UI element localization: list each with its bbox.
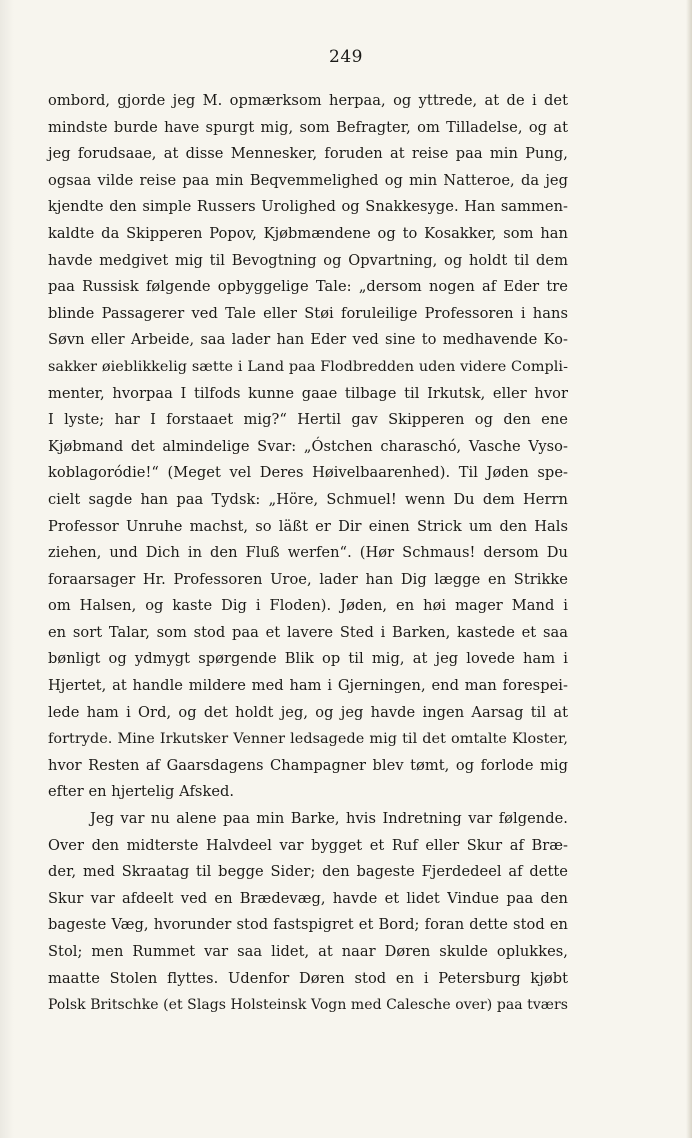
text-line: ziehen, und Dich in den Fluß werfen“. (Hør Schmaus! dersom Du xyxy=(48,544,568,562)
text-line: Professor Unruhe machst, so läßt er Dir einen Strick um den Hals xyxy=(48,517,568,535)
text-line: der, med Skraatag til begge Sider; den bageste Fjerdedeel af dette xyxy=(48,863,568,881)
text-line: Jeg var nu alene paa min Barke, hvis Indretning var følgende. xyxy=(90,810,568,828)
body-text xyxy=(48,88,568,1019)
text-line: Søvn eller Arbeide, saa lader han Eder ved sine to medhavende Ko- xyxy=(48,331,568,349)
text-line: sakker øieblikkelig sætte i Land paa Flodbredden uden videre Compli- xyxy=(48,358,568,375)
text-line: Polsk Britschke (et Slags Holsteinsk Vogn med Calesche over) paa tværs xyxy=(48,997,568,1014)
text-line: kaldte da Skipperen Popov, Kjøbmændene og to Kosakker, som han xyxy=(48,224,568,242)
text-line: ombord, gjorde jeg M. opmærksom herpaa, og yttrede, at de i det xyxy=(48,92,568,109)
text-line: bageste Væg, hvorunder stod fastspigret et Bord; foran dette stod en xyxy=(48,916,568,934)
text-line: Skur var afdeelt ved en Brædevæg, havde et lidet Vindue paa den xyxy=(48,889,568,907)
text-line: en sort Talar, som stod paa et lavere Sted i Barken, kastede et saa xyxy=(48,623,568,641)
text-line: maatte Stolen flyttes. Udenfor Døren stod en i Petersburg kjøbt xyxy=(48,969,568,987)
text-line: lede ham i Ord, og det holdt jeg, og jeg havde ingen Aarsag til at xyxy=(48,703,568,721)
text-line: kjendte den simple Russers Urolighed og Snakkesyge. Han sammen- xyxy=(48,198,568,216)
text-line: mindste burde have spurgt mig, som Befragter, om Tilladelse, og at xyxy=(48,118,568,136)
text-line: Kjøbmand det almindelige Svar: „Óstchen charaschó, Vasche Vyso- xyxy=(48,437,568,455)
text-line: bønligt og ydmygt spørgende Blik op til mig, at jeg lovede ham i xyxy=(48,650,568,668)
page-edge-shadow xyxy=(686,0,692,1138)
text-line: ogsaa vilde reise paa min Beqvemmelighed og min Natteroe, da jeg xyxy=(48,171,568,189)
text-line: fortryde. Mine Irkutsker Venner ledsagede mig til det omtalte Kloster, xyxy=(48,731,568,748)
text-line: havde medgivet mig til Bevogtning og Opvartning, og holdt til dem xyxy=(48,251,568,269)
text-line: Hjertet, at handle mildere med ham i Gjerningen, end man forespei- xyxy=(48,677,568,695)
text-line: Stol; men Rummet var saa lidet, at naar Døren skulde oplukkes, xyxy=(48,943,568,960)
text-line: efter en hjertelig Afsked. xyxy=(48,783,235,801)
text-line: Over den midterste Halvdeel var bygget et Ruf eller Skur af Bræ- xyxy=(48,836,568,854)
text-line: hvor Resten af Gaarsdagens Champagner blev tømt, og forlode mig xyxy=(48,756,568,774)
text-line: jeg forudsaae, at disse Mennesker, foruden at reise paa min Pung, xyxy=(48,145,568,163)
text-line: paa Russisk følgende opbyggelige Tale: „dersom nogen af Eder tre xyxy=(48,278,568,296)
text-line: cielt sagde han paa Tydsk: „Höre, Schmuel! wenn Du dem Herrn xyxy=(48,490,568,508)
text-line: menter, hvorpaa I tilfods kunne gaae tilbage til Irkutsk, eller hvor xyxy=(48,384,568,402)
text-line: blinde Passagerer ved Tale eller Støi foruleilige Professoren i hans xyxy=(48,304,568,322)
text-line: koblagoródie!“ (Meget vel Deres Høivelbaarenhed). Til Jøden spe- xyxy=(48,464,568,482)
page-number: 249 xyxy=(329,47,363,67)
text-line: foraarsager Hr. Professoren Uroe, lader han Dig lægge en Strikke xyxy=(48,570,568,588)
text-line: om Halsen, og kaste Dig i Floden). Jøden, en høi mager Mand i xyxy=(48,597,568,615)
text-line: I lyste; har I forstaaet mig?“ Hertil gav Skipperen og den ene xyxy=(48,411,568,429)
